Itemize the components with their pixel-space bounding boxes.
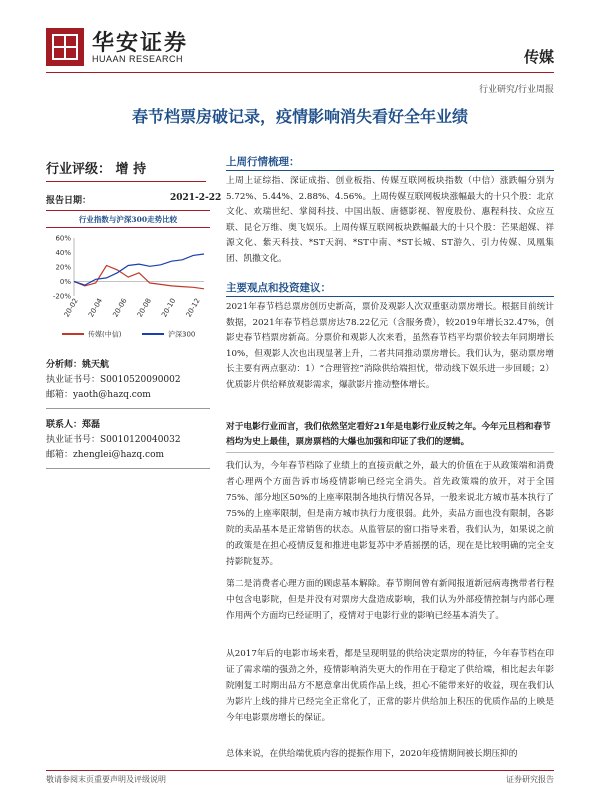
report-date-value: 2021-2-22 [170,193,222,203]
x-tick-label: 20-06 [111,297,129,319]
doc-type: 行业研究/行业周报 [478,85,554,95]
x-tick-label: 20-12 [184,297,202,319]
y-tick-label: -20% [52,292,71,301]
legend-label-1: 沪深300 [168,330,196,339]
industry-rating [46,158,146,177]
x-tick-label: 20-08 [135,297,153,319]
chart-title-bar [46,210,210,228]
rating-value: 增 持 [115,162,147,177]
views-title: 主要观点和投资建议： [226,282,331,294]
report-headline: 春节档票房破记录，疫情影响消失看好全年业绩 [131,107,468,126]
rating-divider [46,181,206,182]
analyst-block [46,358,181,403]
footer-label: 证券研究报告 [506,775,554,784]
rating-label: 行业评级： [46,162,112,177]
analyst-divider [46,408,210,409]
weekly-review-title: 上周行情梳理： [226,156,300,168]
key-thesis: 对于电影行业而言，我们依然坚定看好21年是电影行业反转之年。今年元旦档和春节档均为史上最佳，票房票档的大爆也加强和印证了我们的逻辑。 [226,422,551,447]
legend-label-0: 传媒(中信) [88,330,122,339]
footer-divider [46,770,554,771]
brand-name-cn: 华安证券 [92,30,189,56]
body-para-2: 第二是消费者心理方面的顾虑基本解除。春节期间曾有新闻报道新冠病毒携带者行程中包含电影院，但是并没有对票房大盘造成影响，我们认为外部疫情控制与内部心理作用两个方面均已经证明了，疫情对于电影行业的影响已经基本消失了。 [226,579,554,621]
x-tick-label: 20-02 [62,297,80,319]
contact-cert: 执业证书号：S0010120040032 [46,435,181,445]
thesis-divider [226,452,554,453]
contact-block [46,418,181,463]
brand-name-en: HUAAN RESEARCH [92,54,184,64]
y-tick-label: 20% [55,263,71,272]
footer-disclaimer: 敬请参阅末页重要声明及评级说明 [46,775,166,784]
report-date-label: 报告日期： [46,196,92,206]
analyst-name: 分析师：姚天航 [46,360,110,370]
chart-title: 行业指数与沪深300走势比较 [78,215,178,224]
weekly-review-text: 上周上证综指、深证成指、创业板指、传媒互联网板块指数（中信）涨跌幅分别为5.72%、5.44%、2.88%、4.56%。上周传媒互联网板块涨幅最大的十只个股：北京文化、欢瑞世纪、掌阅科技、中国出版、唐德影视、智度股份、惠程科技、众应互联、昆仑万维、奥飞娱乐。上周传媒互联网板块跌幅最大的十只个股：芒果超媒、祥源文化、紫天科技、*ST天润、*ST中南、*ST长城、ST游久、引力传媒、凤凰集团、凯撒文化。 [226,176,554,264]
views-text: 2021年春节档总票房创历史新高，票价及观影人次双重驱动票房增长。根据目前统计数据，2021年春节档总票房达78.22亿元（含服务费），较2019年增长32.47%，创影史春节档票房新高。分票价和观影人次来看，虽然春节档平均票价较去年同期增长10%，但观影人次也出现显著上升，二者共同推动票房增长。我们认为，驱动票房增长主要有两点驱动：1）“合理管控”消除供给端担忧，带动线下娱乐进一步回暖；2）优质影片供给释放观影需求，爆款影片推动整体增长。 [226,302,554,390]
contact-email: 邮箱：zhenglei@hazq.com [46,450,165,460]
body-para-3: 从2017年后的电影市场来看，都是呈现明显的供给决定票房的特征，今年春节档在印证了需求端的强劲之外，疫情影响消失更大的作用在于稳定了供给端，相比起去年影院刚复工时期出品方不愿意拿出优质作品上线，担心不能带来好的收益，现在我们认为影片上线的排片已经完全正常化了，正常的影片供给加上积压的优质作品的上映是今年电影票房增长的保证。 [226,649,554,723]
body-para-1: 我们认为，今年春节档除了业绩上的直接贡献之外，最大的价值在于从政策端和消费者心理两个方面告诉市场疫情影响已经完全消失。首先政策端的放开，对于全国75%、部分地区50%的上座率限制各地执行情况各异，一般来说北方城市基本执行了75%的上座率限制，但是南方城市执行力度很弱。此外，卖品方面也没有限制，各影院的卖品基本是正常销售的状态。从监管层的窗口指导来看，我们认为，如果说之前的政策是在担心疫情反复和推进电影复苏中矛盾摇摆的话，现在是比较明确的完全支持影院复苏。 [226,461,554,567]
x-tick-label: 20-10 [160,297,178,319]
y-tick-label: 0% [59,278,71,286]
x-tick-label: 20-04 [87,297,105,319]
contact-name: 联系人：郑磊 [46,420,101,430]
body-para-4: 总体来说，在供给端优质内容的提振作用下，2020年疫情期间被长期压抑的 [226,749,518,759]
views-title-divider [226,296,554,297]
industry-label: 传媒 [523,48,554,66]
y-tick-label: 60% [55,234,71,243]
series-line-1 [74,254,204,285]
analyst-email: 邮箱：yaoth@hazq.com [46,390,151,400]
weekly-title-divider [226,170,554,171]
huaan-logo-icon [46,28,84,66]
contact-divider [46,468,210,469]
analyst-cert: 执业证书号：S0010520090002 [46,375,181,385]
y-tick-label: 40% [55,249,71,257]
index-comparison-chart [46,230,210,348]
header-divider [46,72,554,73]
series-line-0 [74,266,204,289]
